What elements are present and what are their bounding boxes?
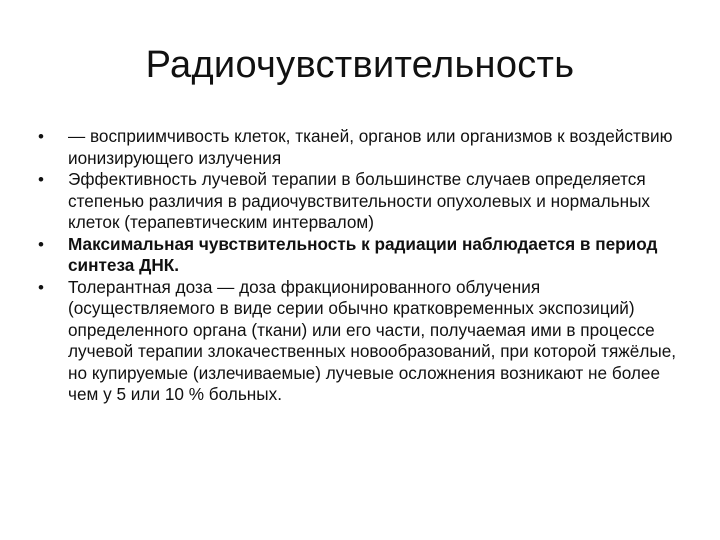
bullet-item bbox=[38, 126, 688, 169]
slide-title: Радиочувствительность bbox=[145, 44, 575, 86]
bullet-list bbox=[38, 126, 688, 406]
bullet-item bbox=[38, 277, 688, 406]
bullet-text: — восприимчивость клеток, тканей, органов или организмов к воздействию ионизирующего излучения bbox=[68, 126, 673, 168]
bullet-text: Максимальная чувствительность к радиации наблюдается в период синтеза ДНК. bbox=[68, 233, 658, 275]
bullet-item bbox=[38, 234, 688, 277]
bullet-item bbox=[38, 169, 688, 234]
bullet-marker: • bbox=[38, 127, 44, 146]
bullet-text: Эффективность лучевой терапии в большинстве случаев определяется степенью различия в радиочувствительности опухолевых и нормальных клеток (терапевтическим интервалом) bbox=[68, 169, 651, 232]
bullet-text: Толерантная доза — доза фракционированного облучения (осуществляемого в виде серии обычно кратковременных экспозиций) определенного органа (ткани) или его части, получаемая ими в процессе лучевой терапии злокачественных новообразований, при которой тяжёлые, но купируемые (излечиваемые) лучевые осложнения возникают не более чем у 5 или 10 % больных. bbox=[68, 276, 677, 404]
bullet-marker: • bbox=[38, 234, 44, 254]
bullet-marker: • bbox=[38, 277, 44, 297]
bullet-marker: • bbox=[38, 170, 44, 189]
